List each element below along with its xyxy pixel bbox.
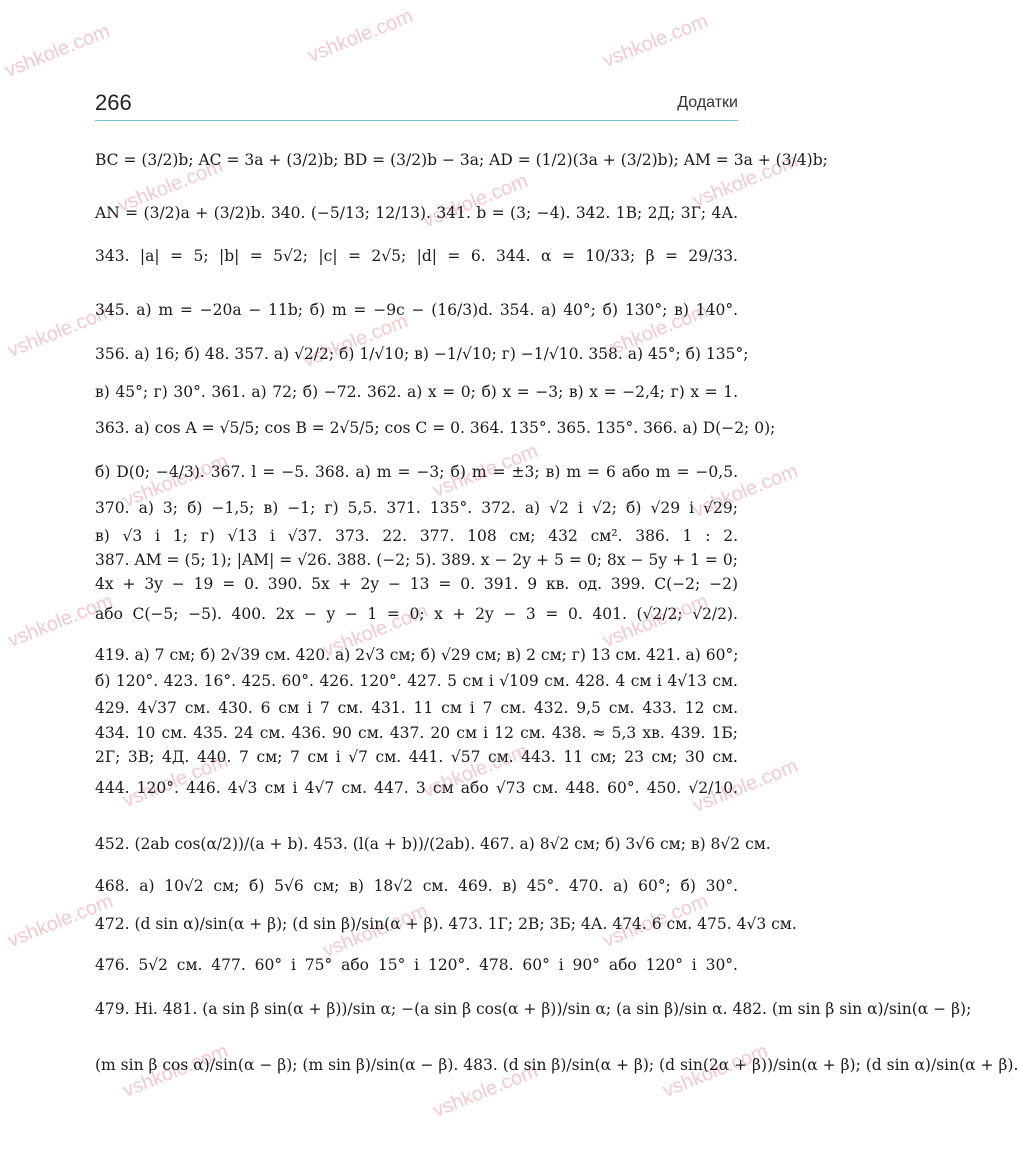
watermark: vshkole.com: [319, 600, 432, 663]
text-line: 387. AM = (5; 1); |AM| = √26. 388. (−2; 5). 389. x − 2y + 5 = 0; 8x − 5y + 1 = 0;: [95, 551, 738, 569]
watermark: vshkole.com: [689, 150, 802, 213]
watermark: vshkole.com: [114, 155, 227, 218]
text-line: 468. а) 10√2 см; б) 5√6 см; в) 18√2 см. 469. в) 45°. 470. а) 60°; б) 30°.: [95, 877, 738, 895]
watermark: vshkole.com: [599, 590, 712, 653]
text-line: 4x + 3y − 19 = 0. 390. 5x + 2y − 13 = 0. 391. 9 кв. од. 399. C(−2; −2): [95, 575, 738, 593]
text-line: 419. а) 7 см; б) 2√39 см. 420. а) 2√3 см; б) √29 см; в) 2 см; г) 13 см. 421. а) 60°;: [95, 646, 739, 664]
text-line: 356. а) 16; б) 48. 357. а) √2/2; б) 1/√10; в) −1/√10; г) −1/√10. 358. а) 45°; б) 135°;: [95, 345, 749, 363]
watermark: vshkole.com: [689, 755, 802, 818]
text-line: AN = (3/2)a + (3/2)b. 340. (−5/13; 12/13). 341. b = (3; −4). 342. 1В; 2Д; 3Г; 4А.: [95, 204, 738, 222]
watermark: vshkole.com: [419, 740, 532, 803]
section-title: Додатки: [677, 94, 738, 111]
watermark: vshkole.com: [599, 300, 712, 363]
watermark: vshkole.com: [1, 20, 114, 83]
watermark: vshkole.com: [304, 5, 417, 68]
text-line: в) √3 і 1; г) √13 і √37. 373. 22. 377. 108 см; 432 см². 386. 1 : 2.: [95, 527, 738, 545]
text-line: б) D(0; −4/3). 367. l = −5. 368. а) m = −3; б) m = ±3; в) m = 6 або m = −0,5.: [95, 463, 738, 481]
watermark: vshkole.com: [689, 460, 802, 523]
watermark: vshkole.com: [4, 300, 117, 363]
text-line: 434. 10 см. 435. 24 см. 436. 90 см. 437. 20 см і 12 см. 438. ≈ 5,3 хв. 439. 1Б;: [95, 724, 738, 742]
text-line: 370. а) 3; б) −1,5; в) −1; г) 5,5. 371. 135°. 372. а) √2 і √2; б) √29 і √29;: [95, 499, 738, 517]
page-number: 266: [95, 90, 132, 115]
text-line: 363. а) cos A = √5/5; cos B = 2√5/5; cos C = 0. 364. 135°. 365. 135°. 366. а) D(−2; 0);: [95, 419, 776, 437]
watermark: vshkole.com: [299, 310, 412, 373]
text-line: BC = (3/2)b; AC = 3a + (3/2)b; BD = (3/2)b − 3a; AD = (1/2)(3a + (3/2)b); AM = 3a + (3/4)b;: [95, 151, 828, 169]
text-line: б) 120°. 423. 16°. 425. 60°. 426. 120°. 427. 5 см і √109 см. 428. 4 см і 4√13 см.: [95, 672, 738, 690]
text-line: 479. Ні. 481. (a sin β sin(α + β))/sin α; −(a sin β cos(α + β))/sin α; (a sin β)/sin α. 482. (m sin β sin α)/sin(α − β);: [95, 1000, 972, 1018]
watermark: vshkole.com: [429, 1060, 542, 1123]
watermark: vshkole.com: [659, 1040, 772, 1103]
watermark: vshkole.com: [599, 10, 712, 73]
text-line: 452. (2ab cos(α/2))/(a + b). 453. (l(a + b))/(2ab). 467. а) 8√2 см; б) 3√6 см; в) 8√2 см.: [95, 835, 771, 853]
text-line: в) 45°; г) 30°. 361. а) 72; б) −72. 362. а) x = 0; б) x = −3; в) x = −2,4; г) x = 1.: [95, 383, 738, 401]
watermark: vshkole.com: [4, 890, 117, 953]
text-line: (m sin β cos α)/sin(α − β); (m sin β)/sin(α − β). 483. (d sin β)/sin(α + β); (d sin(2α + β))/sin(α + β); (d sin α)/sin(α + β).: [95, 1056, 1018, 1074]
text-line: 444. 120°. 446. 4√3 см і 4√7 см. 447. 3 см або √73 см. 448. 60°. 450. √2/10.: [95, 779, 738, 797]
watermark: vshkole.com: [419, 170, 532, 233]
watermark: vshkole.com: [119, 1040, 232, 1103]
text-line: або C(−5; −5). 400. 2x − y − 1 = 0; x + 2y − 3 = 0. 401. (√2/2; √2/2).: [95, 605, 738, 623]
text-line: 429. 4√37 см. 430. 6 см і 7 см. 431. 11 см і 7 см. 432. 9,5 см. 433. 12 см.: [95, 699, 738, 717]
text-line: 476. 5√2 см. 477. 60° і 75° або 15° і 120°. 478. 60° і 90° або 120° і 30°.: [95, 956, 738, 974]
watermark: vshkole.com: [429, 440, 542, 503]
page-header: [95, 90, 738, 121]
watermark: vshkole.com: [319, 900, 432, 963]
text-line: 2Г; 3В; 4Д. 440. 7 см; 7 см і √7 см. 441. √57 см. 443. 11 см; 23 см; 30 см.: [95, 748, 738, 766]
watermark: vshkole.com: [119, 750, 232, 813]
watermark: vshkole.com: [599, 890, 712, 953]
watermark: vshkole.com: [4, 590, 117, 653]
watermark: vshkole.com: [119, 450, 232, 513]
text-line: 343. |a| = 5; |b| = 5√2; |c| = 2√5; |d| = 6. 344. α = 10/33; β = 29/33.: [95, 247, 738, 265]
text-line: 345. а) m = −20a − 11b; б) m = −9c − (16/3)d. 354. а) 40°; б) 130°; в) 140°.: [95, 301, 738, 319]
text-line: 472. (d sin α)/sin(α + β); (d sin β)/sin(α + β). 473. 1Г; 2В; 3Б; 4А. 474. 6 см. 475. 4√3 см.: [95, 915, 797, 933]
